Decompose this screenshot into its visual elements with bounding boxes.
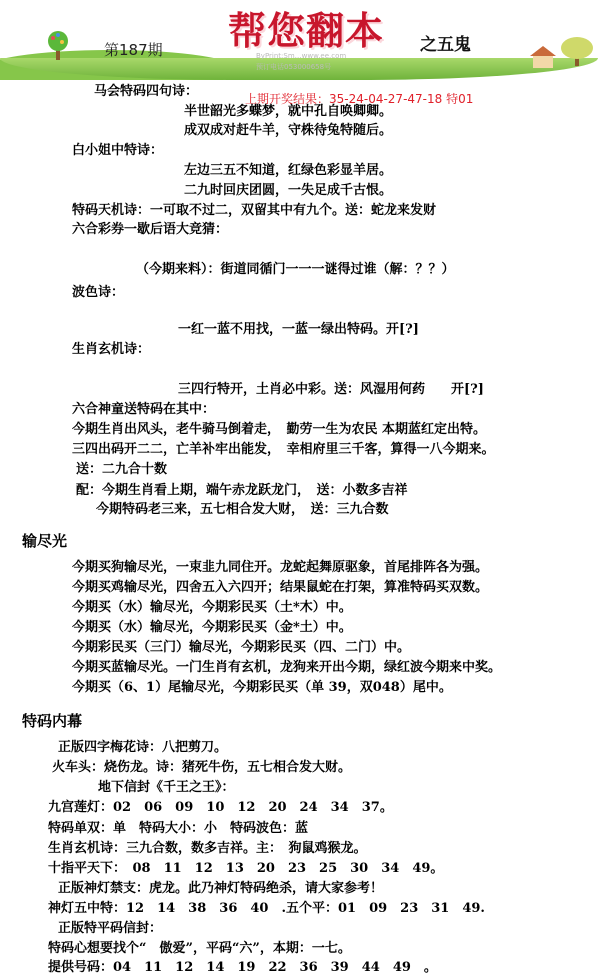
neimu-line: 正版四字梅花诗：八把剪刀。	[58, 740, 228, 755]
neimu-line: 特码心想要找个“ 傲爱”，平码“六”，本期：一七。	[48, 941, 351, 956]
neimu-line: 火车头：烧伤龙。诗：猪死牛伤，五七相合发大财。	[52, 760, 352, 775]
poem2-line: 左边三五不知道，红绿色彩显羊居。	[184, 163, 393, 178]
shenzhong-line: 配：今期生肖看上期，端午赤龙跃龙门， 送：小数多吉祥	[76, 483, 408, 498]
shujin-line: 今期买狗输尽光，一束韭九同住开。龙蛇起舞原驱象，首尾排阵各为强。	[72, 560, 489, 575]
tree-icon	[560, 36, 594, 66]
bose-title: 波色诗：	[72, 285, 125, 300]
house-icon	[530, 46, 556, 68]
brand-subtitle: 之五鬼	[420, 35, 471, 55]
brand-logo: 帮您翻本	[228, 9, 385, 53]
tree-icon	[44, 30, 72, 60]
neimu-line: 提供号码：04 11 12 14 19 22 36 39 44 49 。	[48, 960, 437, 975]
neimu-line: 生肖玄机诗：三九合数，数多吉祥。主： 狗鼠鸡猴龙。	[48, 841, 367, 856]
shujin-line: 今期彩民买（三门）输尽光，今期彩民买（四、二门）中。	[72, 640, 411, 655]
section-heading-neimu: 特码内幕	[22, 712, 83, 730]
section-heading-shujin: 输尽光	[22, 532, 68, 550]
shengxiao-line: 三四行特开，土肖必中彩。送：风湿用何药 开[?]	[178, 382, 484, 397]
poem1-title: 马会特码四句诗：	[94, 84, 199, 99]
poem2-line: 二九时回庆团圆，一失足成千古恨。	[184, 183, 393, 198]
neimu-line: 十指平天下： 08 11 12 13 20 23 25 30 34 49。	[48, 861, 444, 876]
poem1-line: 成双成对赶牛羊，守株待兔特随后。	[184, 123, 393, 138]
bose-line: 一红一蓝不用找，一蓝一绿出特码。开[?]	[178, 322, 419, 337]
last-result: 上期开奖结果：35-24-04-27-47-18 特01	[245, 92, 474, 106]
shenzhong-line: 今期生肖出风头，老牛骑马倒着走， 勤劳一生为农民 本期蓝红定出特。	[72, 422, 487, 437]
shenzhong-line: 送：二九合十数	[76, 462, 168, 477]
neimu-line: 正版特平码信封：	[58, 921, 163, 936]
poem1-line: 半世韶光多蝶梦，就中孔自唤卿卿。	[184, 104, 393, 119]
neimu-line: 九宫莲灯：02 06 09 10 12 20 24 34 37。	[48, 800, 393, 815]
tianji-poem: 特码天机诗：一可取不过二，双留其中有九个。送：蛇龙来发财	[72, 203, 437, 218]
neimu-line: 地下信封《千王之王》：	[98, 780, 235, 795]
neimu-line: 神灯五中特：12 14 38 36 40 .五个平：01 09 23 31 49.	[48, 901, 485, 916]
shujin-line: 今期买（水）输尽光，今期彩民买（土*木）中。	[72, 600, 352, 615]
shujin-line: 今期买（水）输尽光，今期彩民买（金*土）中。	[72, 620, 352, 635]
neimu-line: 正版神灯禁支：虎龙。此乃神灯特码绝杀，请大家参考！	[58, 881, 384, 896]
neimu-line: 特码单双：单 特码大小：小 特码波色：蓝	[48, 821, 309, 836]
shenzhong-title: 六合神童送特码在其中：	[72, 402, 216, 417]
issue-number: 第187期	[104, 41, 163, 59]
riddle-line: （今期来料）：街道同循门一一一谜得过谁（解：？？）	[136, 262, 455, 277]
shujin-line: 今期买（6、1）尾输尽光，今期彩民买（单 39，双048）尾中。	[72, 680, 452, 695]
watermark-text: ByPrint:Sm…www.ee.com	[256, 52, 347, 60]
shujin-line: 今期买鸡输尽光，四舍五入六四开；结果鼠蛇在打架，算准特码买双数。	[72, 580, 489, 595]
shengxiao-title: 生肖玄机诗：	[72, 342, 151, 357]
poem2-title: 白小姐中特诗：	[72, 143, 164, 158]
liuhe-title: 六合彩券一歇后语大竞猜：	[72, 222, 229, 237]
shenzhong-line: 三四出码开二二，亡羊补牢出能发， 幸相府里三千客，算得一八今期来。	[72, 442, 495, 457]
shujin-line: 今期买蓝输尽光。一门生肖有玄机，龙狗来开出今期，绿红波今期来中奖。	[72, 660, 502, 675]
shenzhong-line: 今期特码老三来，五七相合发大财， 送：三九合数	[96, 502, 389, 517]
watermark-text: 预订电话053000658号	[256, 63, 332, 71]
header-banner	[0, 0, 598, 80]
